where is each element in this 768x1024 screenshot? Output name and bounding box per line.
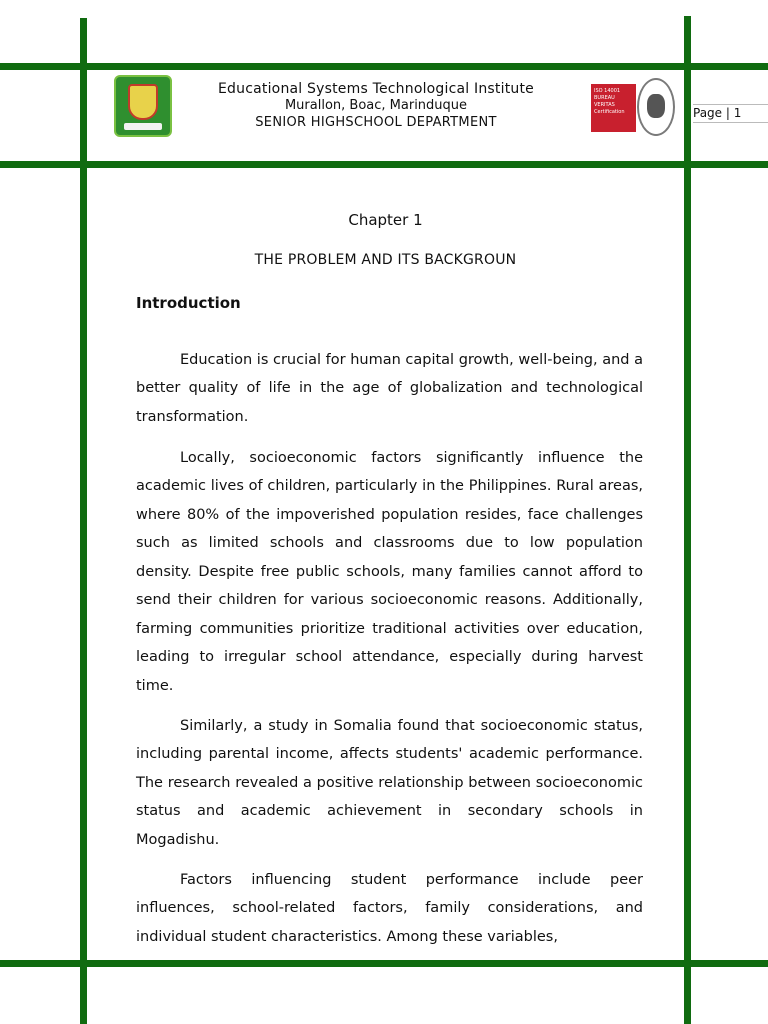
bureau-veritas-seal-icon (637, 78, 675, 136)
logo-ribbon (124, 123, 162, 130)
school-logo (114, 75, 172, 137)
border-left-line (80, 18, 87, 1024)
border-header-line (0, 161, 768, 168)
iso-badge: ISO 14001 BUREAU VERITAS Certification (591, 84, 636, 132)
chapter-title: THE PROBLEM AND ITS BACKGROUN (254, 252, 517, 268)
department-name: SENIOR HIGHSCHOOL DEPARTMENT (255, 115, 497, 130)
paragraph: Locally, socioeconomic factors significantly influence the academic lives of children, particularly in the Philippines. Rural areas, where 80% of the impoverished population resides, face challenges such as limited schools and classrooms due to low population density. Despite free public schools, many families cannot afford to send their children for various socioeconomic reasons. Additionally, farming communities prioritize traditional activities over education, leading to irregular school attendance, especially during harvest time. (136, 449, 643, 694)
iso-certification-logo (591, 84, 679, 136)
paragraph: Education is crucial for human capital growth, well-being, and a better quality of life in the age of globalization and technological transformation. (136, 351, 643, 425)
letterhead (176, 80, 576, 131)
school-seal-icon (128, 84, 158, 120)
paragraph: Similarly, a study in Somalia found that socioeconomic status, including parental income, affects students' academic performance. The research revealed a positive relationship between socioeconomic status and academic achievement in secondary schools in Mogadishu. (136, 717, 643, 848)
institution-address: Murallon, Boac, Marinduque (284, 98, 468, 113)
section-heading: Introduction (136, 294, 241, 312)
border-top-line (0, 63, 768, 70)
page-number: Page | 1 (693, 104, 768, 123)
chapter-heading: Chapter 1 (348, 211, 423, 229)
border-bottom-line (0, 960, 768, 967)
institution-name: Educational Systems Technological Institute (218, 81, 534, 97)
paragraph: Factors influencing student performance include peer influences, school-related factors, family considerations, and individual student characteristics. Among these variables, (136, 871, 643, 945)
